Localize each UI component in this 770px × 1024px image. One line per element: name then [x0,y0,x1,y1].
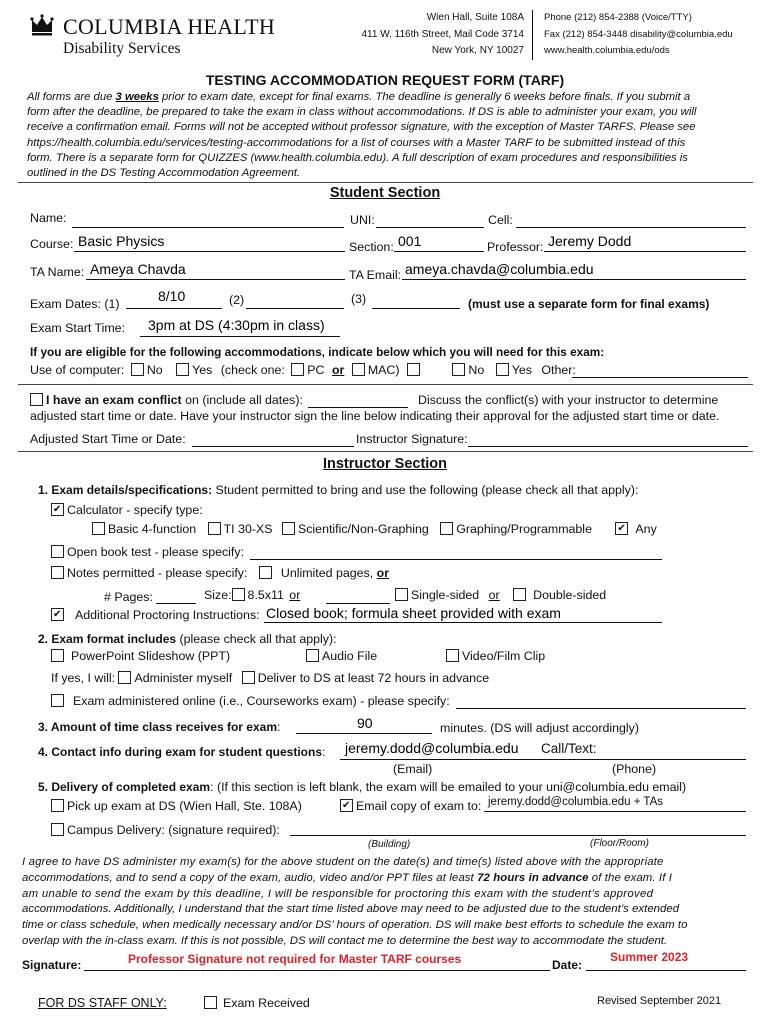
audio-label: Audio File [322,649,378,663]
conflict-label: I have an exam conflict [46,393,182,407]
other-no-checkbox[interactable] [452,363,465,376]
conflict-checkbox[interactable] [30,393,43,406]
if-yes-row [51,671,489,685]
calculator-row [51,503,203,517]
exam-date-2-field[interactable] [246,308,344,309]
form-title: TESTING ACCOMMODATION REQUEST FORM (TARF) [205,72,565,88]
staff-only-label: FOR DS STAFF ONLY: [38,996,167,1010]
start-time-value[interactable]: 3pm at DS (4:30pm in class) [148,317,325,333]
web-text: www.health.columbia.edu/ods [544,45,670,56]
pickup-checkbox[interactable] [51,799,64,812]
double-sided-checkbox[interactable] [513,588,526,601]
intro-line-5: form. There is a separate form for QUIZZES (www.health.columbia.edu). A full description of exam procedures and responsibilities is [27,151,688,164]
q2-label: 2. Exam format includes [38,632,177,646]
sided-or: or [488,588,500,602]
calc-graph-checkbox[interactable] [440,522,453,535]
section-value[interactable]: 001 [398,233,422,249]
fax-text: Fax (212) 854-3448 disability@columbia.edu [544,29,733,40]
cell-label: Cell: [488,213,513,227]
other-no-label: No [468,363,485,377]
q3-field-line [296,733,432,734]
pickup-row [51,799,302,813]
calc-graph-label: Graphing/Programmable [456,522,592,536]
other-yes-label: Yes [511,363,532,377]
other-field[interactable] [572,377,748,378]
intro-deadline: 3 weeks [115,91,159,103]
video-label: Video/Film Clip [462,649,546,663]
calc-sci-label: Scientific/Non-Graphing [297,522,429,536]
exam-received-label: Exam Received [223,996,310,1010]
section-label: Section: [349,240,394,254]
online-label: Exam administered online (i.e., Courseworks exam) - please specify: [73,694,450,708]
section-field-line [394,251,484,252]
instructor-signature-label: Instructor Signature: [356,432,468,446]
q2-rest: (please check all that apply): [176,632,337,646]
ta-name-label: TA Name: [30,265,85,279]
conflict-rest: on (include all dates): [181,393,303,407]
online-field[interactable] [456,708,746,709]
open-book-checkbox[interactable] [51,545,64,558]
building-caption: (Building) [368,839,411,850]
open-book-label: Open book test - please specify: [67,545,245,559]
agreement-paragraph [22,855,750,950]
intro-line-2: form after the deadline, be prepared to take the exam in class without accommodations. If DS is able to administer your exam, you will [27,106,697,119]
video-checkbox[interactable] [446,649,459,662]
instructor-section-heading: Instructor Section [322,456,448,472]
calc-any-label: Any [635,522,657,536]
ta-name-value[interactable]: Ameya Chavda [90,261,186,277]
adjusted-field[interactable] [192,446,354,447]
computer-blank-checkbox[interactable] [407,363,420,376]
exam-received-row [204,996,310,1010]
admin-myself-label: Administer myself [134,671,233,685]
other-yes-checkbox[interactable] [496,363,509,376]
name-field[interactable] [72,227,344,228]
q3-label: 3. Amount of time class receives for exam [38,720,277,734]
notes-row [51,566,389,580]
q4-email-caption: (Email) [393,762,433,776]
size-or: or [289,588,301,602]
floor-caption: (Floor/Room) [590,838,649,849]
open-book-field[interactable] [250,559,662,560]
logo-name: COLUMBIA HEALTH [63,14,276,39]
audio-checkbox[interactable] [306,649,319,662]
q4-email-value[interactable]: jeremy.dodd@columbia.edu [345,740,519,756]
calc-sci-checkbox[interactable] [282,522,295,535]
size-85-checkbox[interactable] [232,588,245,601]
exam-date-1-line [126,308,222,309]
intro-text-1c: prior to exam date, except for final exams. The deadline is generally 6 weeks before finals. If you submit a [158,91,691,103]
size-label: Size: [204,588,232,602]
calc-basic-checkbox[interactable] [92,522,105,535]
calc-basic-label: Basic 4-function [108,522,197,536]
calculator-checkbox[interactable] [51,503,64,516]
exam-date-3-label: (3) [351,292,367,306]
online-row [51,694,450,708]
ta-name-field-line [86,279,345,280]
uni-field[interactable] [376,227,484,228]
notes-label: Notes permitted - please specify: [67,566,248,580]
q4-phone-caption: (Phone) [612,762,657,776]
crown-icon [30,14,54,36]
email-copy-field-line [484,811,746,812]
date-value[interactable]: Summer 2023 [610,950,689,964]
campus-checkbox[interactable] [51,823,64,836]
deliver-ds-checkbox[interactable] [242,671,255,684]
finals-note: (must use a separate form for final exams) [468,297,710,311]
calculator-types-row [92,522,657,536]
ta-email-label: TA Email: [349,268,402,282]
pc-label: PC [307,363,325,377]
q3-row [38,720,280,734]
agreement-line-6: overlap with the in-class exam. If this is not possible, DS will contact me to determine the best way to accommodate the student. [22,934,668,947]
calculator-label: Calculator - specify type: [67,503,203,517]
intro-rule [18,182,753,183]
cell-field[interactable] [516,227,746,228]
addl-checkbox[interactable] [51,608,64,621]
mac-checkbox[interactable] [352,363,365,376]
name-label: Name: [30,211,67,225]
q4-label: 4. Contact info during exam for student questions [38,745,323,759]
audio-row [306,649,377,663]
email-copy-value[interactable]: jeremy.dodd@columbia.edu + TAs [488,796,663,808]
exam-date-1-value[interactable]: 8/10 [158,288,186,304]
q5-rest: : (If this section is left blank, the exam will be emailed to your uni@columbia.edu email) [210,780,687,794]
open-book-row [51,545,244,559]
pages-field[interactable] [156,603,196,604]
q3-minutes: minutes. (DS will adjust accordingly) [440,721,640,735]
conflict-row [30,393,303,407]
student-end-rule [18,451,753,452]
if-yes-label: If yes, I will: [51,671,116,685]
address-line-2: 411 W. 116th Street, Mail Code 3714 [361,29,524,40]
q4-colon: : [322,745,326,759]
professor-label: Professor: [487,240,544,254]
unlimited-label: Unlimited pages, [280,566,374,580]
check-one-text: (check one: [220,363,285,377]
q1-label: 1. Exam details/specifications: [38,483,213,497]
logo-sub: Disability Services [63,40,181,57]
computer-no-label: No [146,363,163,377]
professor-field-line [544,251,746,252]
pages-label: # Pages: [104,590,153,604]
date-label: Date: [552,958,583,972]
eligibility-rule [18,384,753,385]
q4-field-line [340,759,746,760]
exam-received-checkbox[interactable] [204,996,217,1009]
header-divider [532,10,533,60]
double-sided-label: Double-sided [533,588,607,602]
calc-ti-label: TI 30-XS [223,522,273,536]
single-sided-label: Single-sided [411,588,480,602]
email-copy-label: Email copy of exam to: [356,799,482,813]
email-copy-checkbox[interactable] [340,799,353,812]
phone-text: Phone (212) 854-2388 (Voice/TTY) [544,12,692,23]
q3-colon: : [277,720,281,734]
ppt-checkbox[interactable] [51,649,64,662]
calc-ti-checkbox[interactable] [208,522,221,535]
q1-rest: Student permitted to bring and use the following (please check all that apply): [212,483,639,497]
agreement-line-2c: of the exam. If I [588,871,672,884]
agreement-line-2a: accommodations, and to send a copy of the exam, audio, video and/or PPT files at least [22,871,478,884]
email-copy-row [340,799,481,813]
ta-email-field-line [402,279,746,280]
address-line-3: New York, NY 10027 [431,45,524,56]
computer-yes-checkbox[interactable] [176,363,189,376]
signature-value[interactable]: Professor Signature not required for Master TARF courses [128,952,462,966]
start-time-label: Exam Start Time: [30,321,126,335]
q5-label: 5. Delivery of completed exam [38,780,211,794]
agreement-line-5: time or class schedule, when medically necessary and/or DS’ hours of operation. DS will make best efforts to schedule the exam to [22,919,688,932]
computer-yes-label: Yes [192,363,213,377]
intro-paragraph [27,90,696,181]
intro-line-4: https://health.columbia.edu/services/testing-accommodations for a list of courses with a Master TARF to be submitted instead of this [27,136,686,149]
size-row [204,588,300,602]
q4-row [38,745,325,759]
other-label: Other: [541,363,576,377]
exam-dates-label: Exam Dates: (1) [30,297,120,311]
campus-row [51,823,280,837]
agreement-line-1: I agree to have DS administer my exam(s) for the above student on the date(s) and time(s) listed above with the appropriate [22,856,664,868]
addl-row [51,608,260,622]
addl-field-line [264,622,662,623]
calc-any-checkbox[interactable] [615,522,628,535]
online-checkbox[interactable] [51,694,64,707]
unlimited-checkbox[interactable] [259,566,272,579]
course-label: Course: [30,237,74,251]
signature-field-line [84,970,550,971]
eligible-text: If you are eligible for the following accommodations, indicate below which you will need for this exam: [30,345,605,359]
video-row [446,649,545,663]
addl-label: Additional Proctoring Instructions: [75,608,260,622]
size-other-field[interactable] [326,603,390,604]
conflict-line-2: adjusted start time or date. Have your instructor sign the line below indicating their approval for the adjusted start time or date. [30,409,720,423]
ppt-label: PowerPoint Slideshow (PPT) [71,649,231,663]
campus-field[interactable] [290,835,746,836]
signature-label: Signature: [22,958,82,972]
q1-row [38,483,638,497]
campus-label: Campus Delivery: (signature required): [67,823,280,837]
professor-value[interactable]: Jeremy Dodd [548,233,632,249]
computer-no-checkbox[interactable] [131,363,144,376]
mac-label: MAC) [367,363,400,377]
conflict-dates-field[interactable] [308,407,408,408]
uni-label: UNI: [350,213,375,227]
conflict-discuss: Discuss the conflict(s) with your instructor to determine [418,393,719,407]
ppt-row [51,649,230,663]
or-text: or [331,363,345,377]
sided-row [395,588,606,602]
student-section-heading: Student Section [329,185,441,201]
q4-call-label: Call/Text: [541,741,597,756]
intro-line-6: outlined in the DS Testing Accommodation Agreement. [27,167,301,180]
agreement-72h: 72 hours in advance [477,871,589,884]
single-sided-checkbox[interactable] [395,588,408,601]
intro-text-1a: All forms are due [27,91,116,103]
start-time-line [140,336,340,337]
intro-line-3: receive a confirmation email. Forms will not be accepted without professor signature, with the exception of Master TARFS. Please see [27,121,696,134]
adjusted-label: Adjusted Start Time or Date: [30,432,186,446]
agreement-line-4: accommodations. Additionally, I understand that the start time listed above may need to be adjusted due to the student’s extended [22,903,680,916]
computer-row [30,363,576,377]
exam-date-2-label: (2) [229,293,245,307]
course-value[interactable]: Basic Physics [78,233,165,249]
unlimited-or: or [376,566,390,580]
instructor-signature-field[interactable] [468,446,748,447]
q3-value[interactable]: 90 [357,715,373,731]
pickup-label: Pick up exam at DS (Wien Hall, Ste. 108A) [67,799,302,813]
ta-email-value[interactable]: ameya.chavda@columbia.edu [405,261,594,277]
address-line-1: Wien Hall, Suite 108A [426,12,524,23]
deliver-ds-label: Deliver to DS at least 72 hours in advance [257,671,490,685]
size-85-label: 8.5x11 [247,588,284,602]
agreement-line-3: am unable to send the exam by this deadline, I will be responsible for proctoring this exam with the student’s approved [22,887,654,900]
addl-value[interactable]: Closed book; formula sheet provided with exam [266,605,561,621]
q2-row [38,632,337,646]
admin-myself-checkbox[interactable] [118,671,131,684]
revised-note: Revised September 2021 [597,995,722,1007]
course-field-line [74,251,345,252]
notes-checkbox[interactable] [51,566,64,579]
computer-label: Use of computer: [30,363,125,377]
exam-date-3-field[interactable] [372,308,460,309]
q5-row [38,780,686,794]
pc-checkbox[interactable] [291,363,304,376]
date-field-line [586,970,746,971]
